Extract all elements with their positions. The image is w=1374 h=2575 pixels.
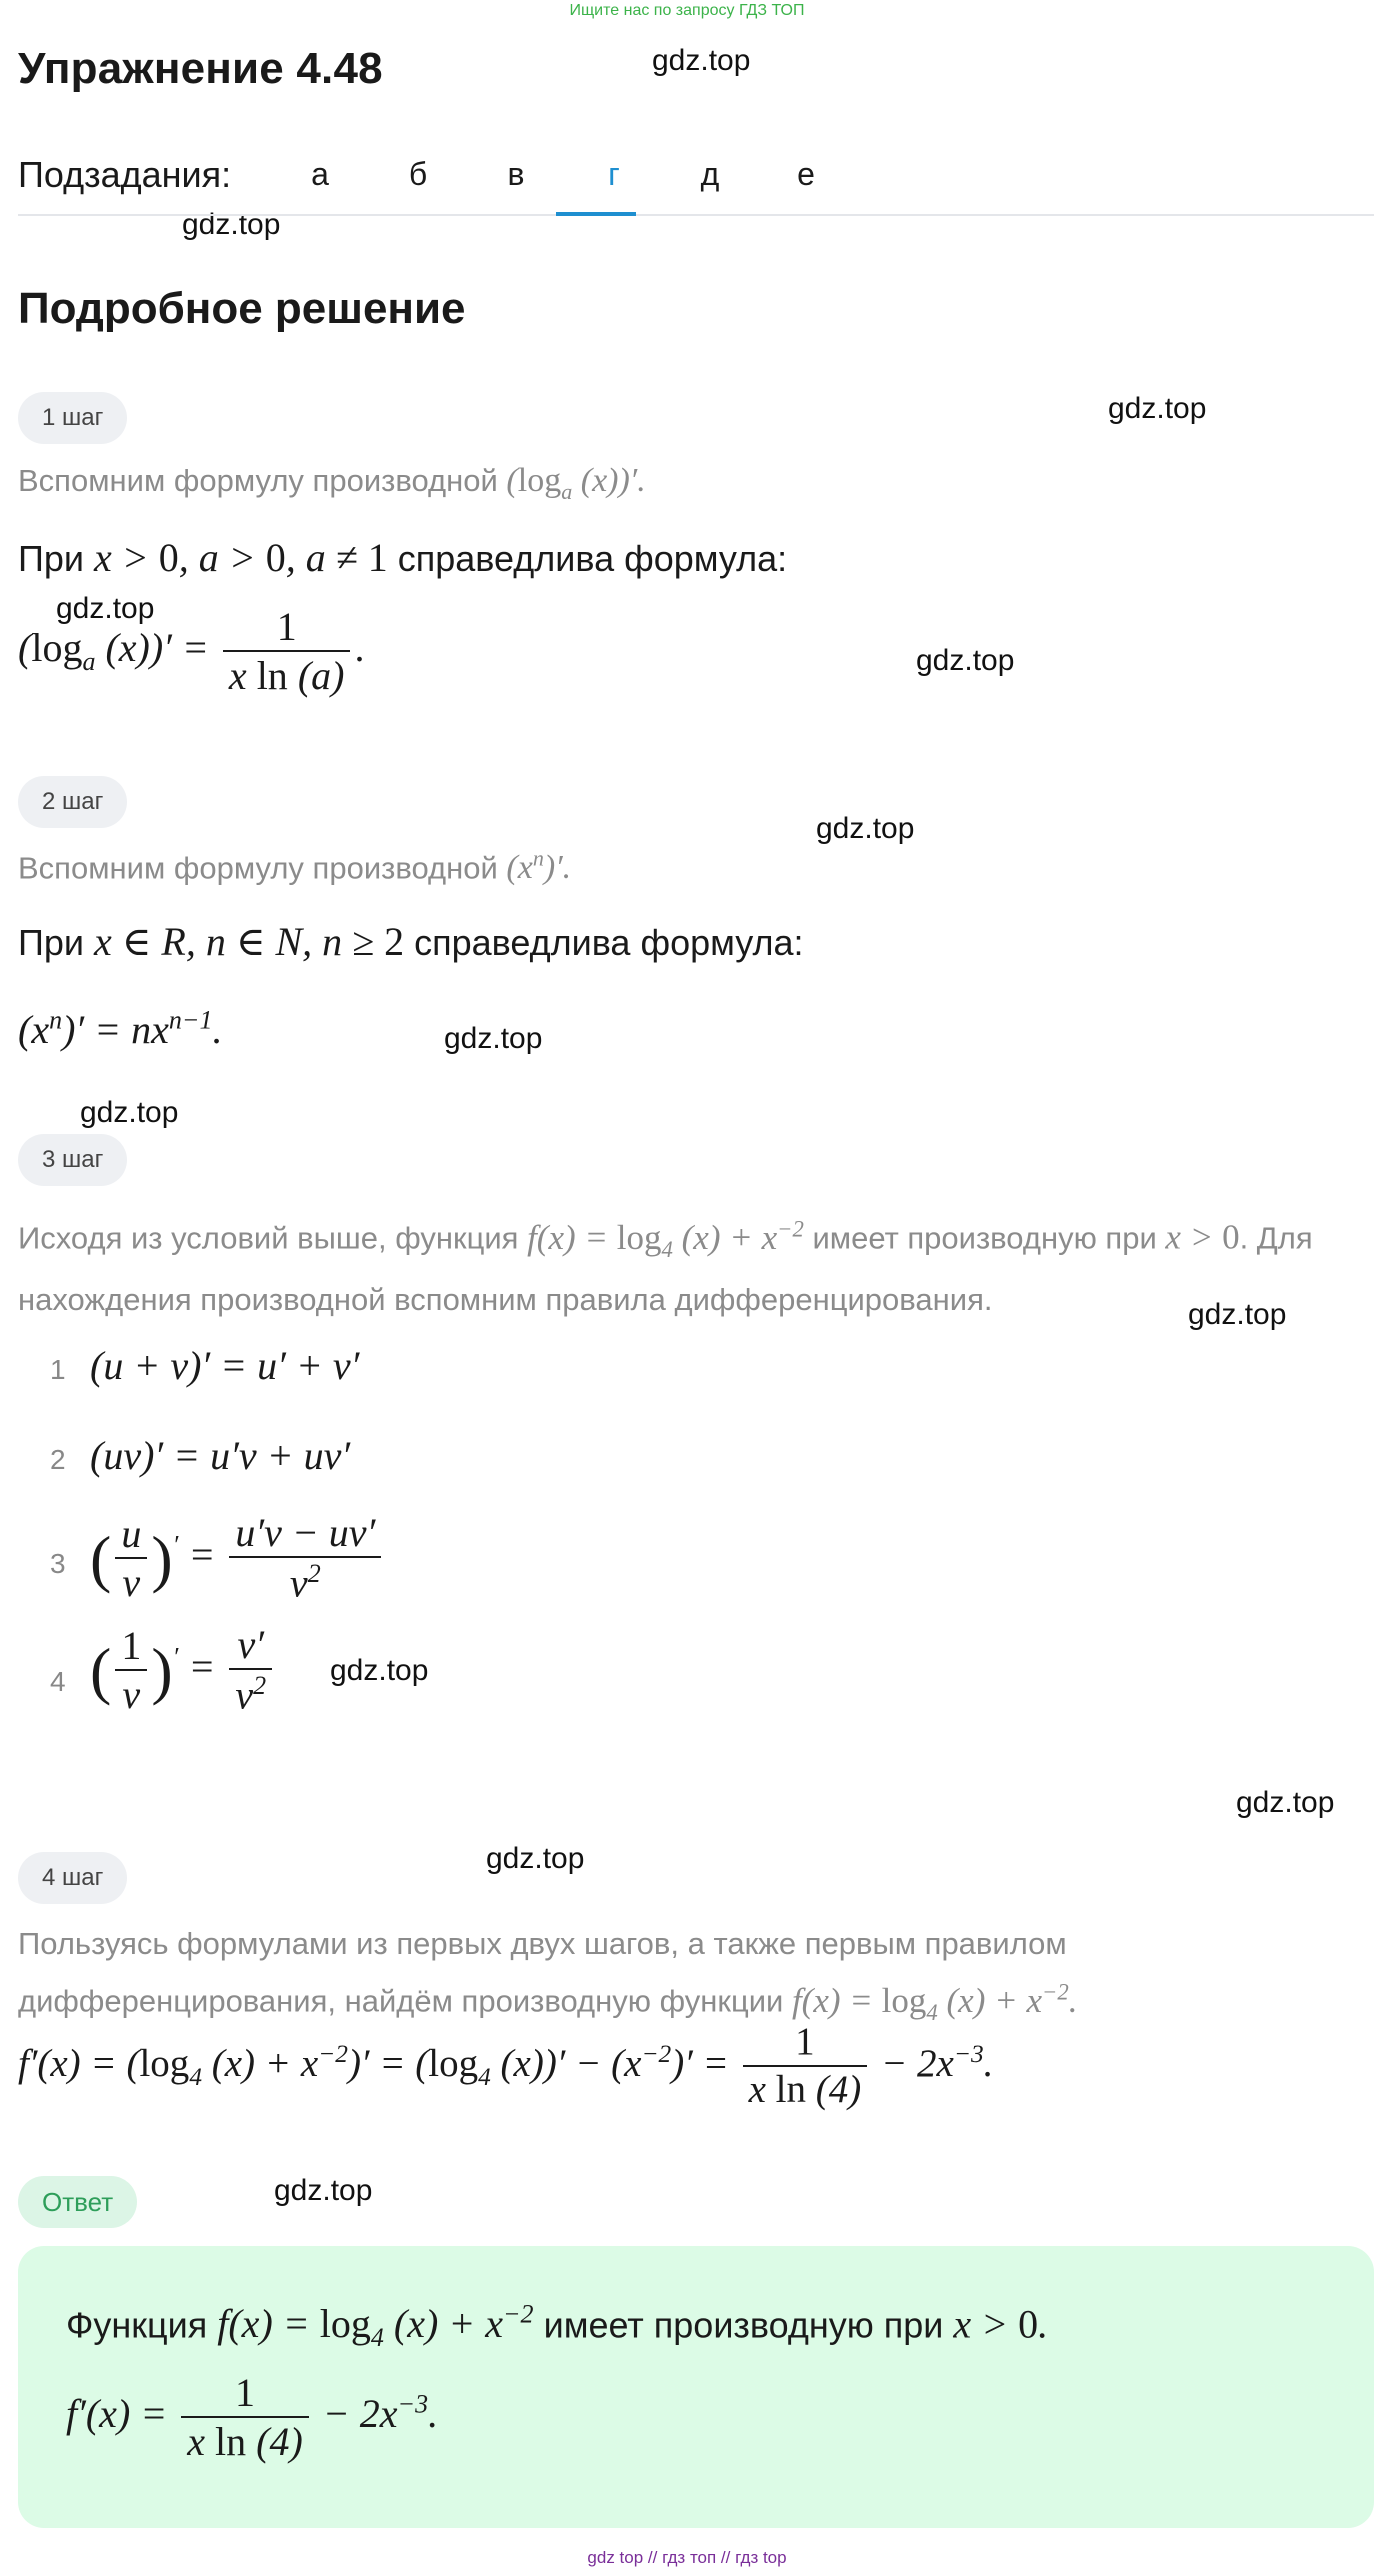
rule-2-formula: (uv)′ = u′v + uv′ xyxy=(90,1433,351,1478)
answer-formula: f′(x) = $\frac{1}{\text{x ln (4)}}$ − $2x^{-3}$. xyxy=(66,2370,439,2464)
step-4-chip: 4 шаг xyxy=(18,1852,127,1904)
watermark: gdz.top xyxy=(80,1096,179,1129)
step-4-intro: Пользуясь формулами из первых двух шагов, а также первым правилом дифференцирования, найдём производную функции $f(x) = \log_4 (x) + x^{-2}$. xyxy=(18,1926,1078,2025)
watermark: gdz.top xyxy=(1236,1786,1335,1819)
step-1-intro: Вспомним формулу производной ($\log_a$ (x))′. xyxy=(18,462,646,504)
rule-3-formula: ( $\frac{u}{v}$ )′ = $\frac{u'v - uv'}{v^2}$ xyxy=(90,1510,385,1607)
watermark: gdz.top xyxy=(486,1842,585,1875)
watermark: gdz.top xyxy=(56,592,155,625)
watermark: gdz.top xyxy=(816,812,915,845)
active-tab-indicator xyxy=(556,212,636,216)
step-1-chip: 1 шаг xyxy=(18,392,127,444)
step-1-formula: ($\log_a$ (x))′ = $\frac{1}{\text{x ln (a)}}$ . xyxy=(18,604,365,698)
watermark: gdz.top xyxy=(182,208,281,241)
watermark: gdz.top xyxy=(330,1654,429,1687)
step-2-intro: Вспомним формулу производной $(x^n)'$. xyxy=(18,846,572,887)
section-title: Подробное решение xyxy=(18,284,466,333)
step-3-chip: 3 шаг xyxy=(18,1134,127,1186)
step-2-chip: 2 шаг xyxy=(18,776,127,828)
answer-line-1: Функция $f(x) = \log_4 (x) + x^{-2}$ имеет производную при x > 0. xyxy=(66,2300,1049,2353)
tab-e[interactable]: е xyxy=(797,156,815,192)
rule-1-formula: (u + v)′ = u′ + v′ xyxy=(90,1343,360,1388)
watermark: gdz.top xyxy=(1108,392,1207,425)
watermark: gdz.top xyxy=(444,1022,543,1055)
subtasks-nav xyxy=(18,150,1374,216)
rule-4-formula: ( $\frac{1}{v}$ )′ = $\frac{v'}{v^2}$ xyxy=(90,1622,276,1719)
step-1-condition: При x > 0, a > 0, a ≠ 1 справедлива формула: xyxy=(18,535,788,580)
watermark: gdz.top xyxy=(652,44,751,77)
step-4-formula: $f'(x) = (\log_4$ $(x) + x^{-2})' = (\log_4$ $(x))' - (x^{-2})'$ = $\frac{1}{\text{x ln (4)}}$ − $2x^{-3}$. xyxy=(18,2020,994,2111)
watermark: gdz.top xyxy=(916,644,1015,677)
tab-d[interactable]: д xyxy=(700,156,720,192)
subtasks-label: Подзадания: xyxy=(18,154,232,195)
page-title: Упражнение 4.48 xyxy=(18,44,383,93)
step-2-formula: $(x^n)' = nx^{n-1}$. xyxy=(18,1006,223,1053)
answer-chip: Ответ xyxy=(18,2176,137,2228)
rule-number: 4 xyxy=(50,1666,66,1697)
tab-g[interactable]: г xyxy=(608,156,620,192)
step-2-condition: При x ∈ R, n ∈ N, n ≥ 2 справедлива формула: xyxy=(18,919,804,964)
watermark: gdz.top xyxy=(1188,1298,1287,1331)
rule-number: 1 xyxy=(50,1354,66,1385)
step-3-intro: Исходя из условий выше, функция $f(x) = \log_4 (x) + x^{-2}$ имеет производную при x > 0. Для нахождения производной вспомним правила дифференцирования. xyxy=(18,1216,1313,1317)
watermark: gdz.top xyxy=(274,2174,373,2207)
top-banner: Ищите нас по запросу ГДЗ ТОП xyxy=(569,2,805,19)
tab-a[interactable]: а xyxy=(311,156,329,192)
tab-v[interactable]: в xyxy=(507,156,525,192)
tab-b[interactable]: б xyxy=(408,156,428,192)
rule-number: 2 xyxy=(50,1444,66,1475)
rule-number: 3 xyxy=(50,1548,66,1579)
bottom-links[interactable]: gdz top // гдз топ // гдз top xyxy=(587,2548,787,2567)
